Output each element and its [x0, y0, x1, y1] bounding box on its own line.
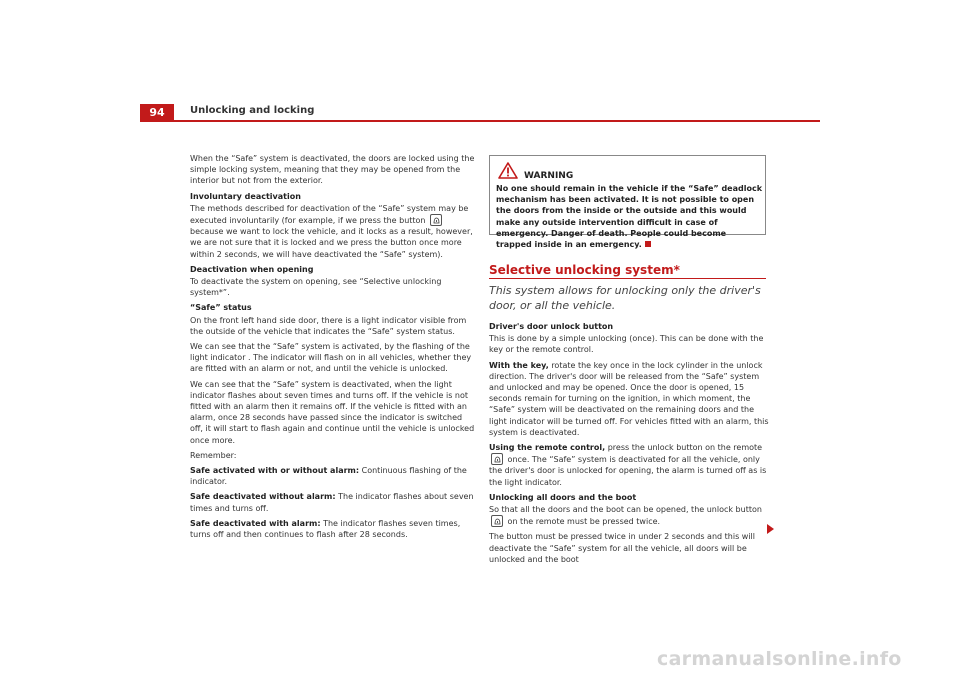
warning-label: WARNING	[524, 170, 574, 181]
lock-button-icon	[430, 214, 442, 226]
remember-item-3-text: The indicator flashes seven times, turns off and then continues to flash after 28 seconds.	[190, 518, 461, 540]
remember-item-3	[190, 518, 475, 540]
driver-door-paragraph: This is done by a simple unlocking (once). This can be done with the key or the remote control.	[489, 334, 764, 355]
driver-door-heading: Driver's door unlock button	[489, 322, 614, 331]
involuntary-text-b: because we want to lock the vehicle, and it locks as a result, however, we are not sure that it is locked and we press the button once more within 2 seconds, we will have deactivated the “Safe” system).	[190, 227, 473, 259]
all-doors-paragraph-2: The button must be pressed twice in under 2 seconds and this will deactivate the “Safe” system for all the vehicle, all doors will be unlocked and the boot	[489, 532, 755, 564]
end-marker-icon	[645, 241, 651, 247]
warning-text-content: No one should remain in the vehicle if the “Safe” deadlock mechanism has been activated. It is not possible to open the doors from the inside or the outside and this would make any outside intervention difficult in case of emergency. Danger of death. People could become trapped inside in an emergency.	[496, 184, 763, 250]
key-text: rotate the key once in the lock cylinder in the unlock direction. The driver's door will be released from the “Safe” system and unlocked and may be opened. Once the door is opened, 15 seconds remain for turning on the ignition, in which moment, the “Safe” system will be deactivated on the remaining doors and the light indicator will be turned off. For vehicles fitted with an alarm, this system is deactivated.	[489, 360, 769, 437]
key-paragraph	[489, 360, 771, 438]
deactivation-heading: Deactivation when opening	[190, 264, 314, 274]
status-paragraph-1: On the front left hand side door, there is a light indicator visible from the outside of the vehicle that indicates the “Safe” system status.	[190, 315, 467, 336]
remote-text-a: press the unlock button on the remote	[607, 443, 763, 453]
warning-triangle-icon	[498, 162, 518, 183]
key-label: With the key,	[489, 360, 549, 370]
warning-text	[496, 183, 764, 250]
section-rule	[489, 278, 766, 279]
remote-label: Using the remote control,	[489, 443, 606, 453]
all-doors-heading: Unlocking all doors and the boot	[489, 492, 637, 502]
safe-status-heading: “Safe” status	[190, 303, 252, 313]
unlock-button-icon	[491, 515, 503, 527]
remember-item-1	[190, 465, 475, 487]
section-intro: This system allows for unlocking only the driver's door, or all the vehicle.	[489, 284, 761, 312]
page-number: 94	[140, 104, 174, 120]
page-header-title: Unlocking and locking	[190, 105, 315, 116]
right-column-text	[489, 321, 771, 569]
warning-box	[489, 155, 766, 250]
remember-item-1-text: Continuous flashing of the indicator.	[190, 466, 467, 487]
remember-item-2-label: Safe deactivated without alarm:	[190, 492, 336, 502]
all-doors-text-a: So that all the doors and the boot can be opened, the unlock button	[489, 505, 762, 515]
status-paragraph-2: We can see that the “Safe” system is activated, by the flashing of the light indicator . The indicator will flash on in all vehicles, whether they are fitted with an alarm or not, and until the vehicle is unlocked.	[190, 342, 472, 374]
next-page-arrow-icon	[767, 524, 774, 534]
watermark: carmanualsonline.info	[657, 648, 902, 670]
remote-paragraph	[489, 442, 771, 488]
remember-item-2-text: The indicator flashes about seven times and turns off.	[190, 492, 474, 513]
remember-item-3-label: Safe deactivated with alarm:	[190, 518, 321, 528]
involuntary-text-a: The methods described for deactivation of the “Safe” system may be executed involuntarily (for example, if we press the button	[190, 203, 469, 226]
remote-text-b: once. The “Safe” system is deactivated for all the vehicle, only the driver's door is unlocked for opening, the alarm is turned off as is the light indicator.	[489, 455, 767, 487]
involuntary-heading: Involuntary deactivation	[190, 191, 301, 201]
left-column	[190, 153, 475, 544]
status-paragraph-3: We can see that the “Safe” system is deactivated, when the light indicator flashes about seven times and turns off. If the vehicle is not fitted with an alarm then it remains off. If the vehicle is fitted with an alarm, once 28 seconds have passed since the indicator is switched off, it will start to flash again and continue until the vehicle is unlocked once more.	[190, 379, 475, 445]
intro-paragraph: When the “Safe” system is deactivated, the doors are locked using the simple locking system, meaning that they may be opened from the interior but not from the exterior.	[190, 154, 475, 186]
remember-item-2	[190, 491, 475, 513]
warning-header	[498, 162, 573, 183]
remember-item-1-label: Safe activated with or without alarm:	[190, 466, 360, 476]
all-doors-text-b: on the remote must be pressed twice.	[507, 517, 661, 527]
section-title: Selective unlocking system*	[489, 263, 680, 277]
involuntary-paragraph	[190, 203, 475, 260]
all-doors-paragraph	[489, 504, 771, 527]
header-rule	[140, 120, 820, 122]
remember-label: Remember:	[190, 450, 237, 460]
unlock-button-icon	[491, 453, 503, 465]
deactivation-paragraph: To deactivate the system on opening, see “Selective unlocking system*”.	[190, 277, 442, 298]
